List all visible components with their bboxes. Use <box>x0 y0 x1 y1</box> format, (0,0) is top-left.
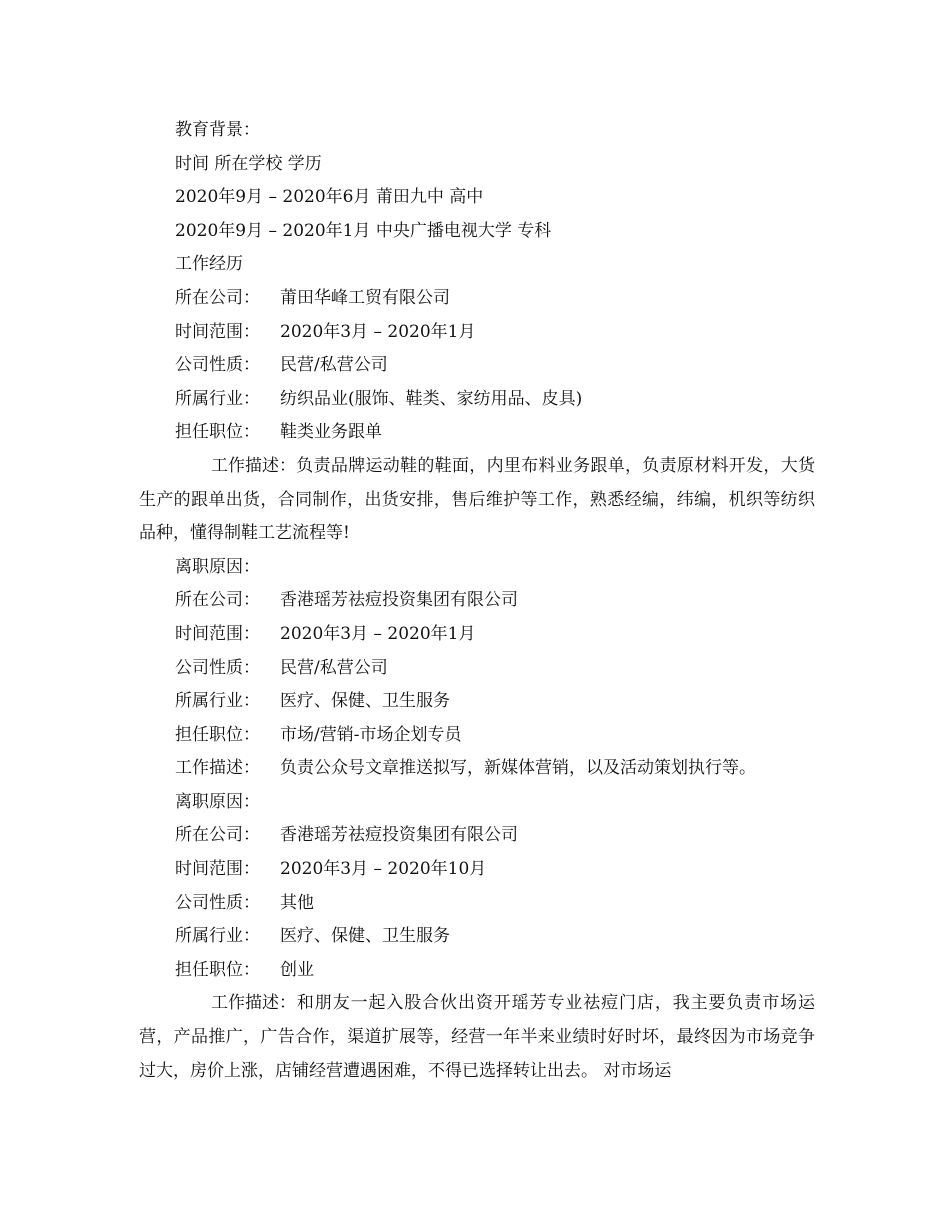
job-position <box>139 954 815 988</box>
job-description <box>139 987 815 1088</box>
field-value: 2020年3月 – 2020年1月 <box>280 623 476 644</box>
field-value: 2020年3月 – 2020年1月 <box>280 321 476 342</box>
field-value: 创业 <box>280 959 314 980</box>
field-label: 担任职位： <box>175 724 260 745</box>
field-label: 所在公司： <box>175 825 260 846</box>
field-label: 公司性质： <box>175 355 260 376</box>
job-period <box>139 618 815 652</box>
job-position <box>139 719 815 753</box>
job-industry <box>139 920 815 954</box>
job-company <box>139 819 815 853</box>
field-label: 所在公司： <box>175 590 260 611</box>
field-label: 公司性质： <box>175 892 260 913</box>
job-period <box>139 316 815 350</box>
field-label: 公司性质： <box>175 657 260 678</box>
field-value: 市场/营销-市场企划专员 <box>280 724 462 745</box>
education-row: 2020年9月 – 2020年1月 中央广播电视大学 专科 <box>175 220 552 241</box>
field-value: 香港瑶芳祛痘投资集团有限公司 <box>280 590 518 611</box>
field-value: 香港瑶芳祛痘投资集团有限公司 <box>280 825 518 846</box>
field-label: 担任职位： <box>175 422 260 443</box>
education-heading: 教育背景： <box>175 120 260 140</box>
job-industry <box>139 685 815 719</box>
job-nature <box>139 349 815 383</box>
field-label: 所在公司： <box>175 287 260 308</box>
job-industry <box>139 383 815 417</box>
field-value: 医疗、保健、卫生服务 <box>280 926 450 947</box>
field-value: 2020年3月 – 2020年10月 <box>280 859 487 880</box>
job-company <box>139 282 815 316</box>
work-heading: 工作经历 <box>175 254 243 275</box>
field-value: 负责公众号文章推送拟写，新媒体营销，以及活动策划执行等。 <box>280 758 756 779</box>
field-value: 莆田华峰工贸有限公司 <box>280 287 450 308</box>
field-value: 纺织品业(服饰、鞋类、家纺用品、皮具) <box>280 388 583 409</box>
job-nature <box>139 887 815 921</box>
field-value: 民营/私营公司 <box>280 657 388 678</box>
job-period <box>139 853 815 887</box>
job-company <box>139 584 815 618</box>
job-nature <box>139 652 815 686</box>
field-label: 所属行业： <box>175 691 260 712</box>
field-label: 工作描述： <box>211 993 296 1014</box>
field-value: 负责品牌运动鞋的鞋面，内里布料业务跟单，负责原材料开发，大货生产的跟单出货，合同制作，出货安排，售后维护等工作，熟悉经编，纬编，机织等纺织品种，懂得制鞋工艺流程等! <box>139 455 815 544</box>
education-columns: 时间 所在学校 学历 <box>175 153 322 174</box>
job-position <box>139 416 815 450</box>
resume-content <box>139 114 815 1088</box>
field-value: 和朋友一起入股合伙出资开瑶芳专业祛痘门店，我主要负责市场运营，产品推广，广告合作，渠道扩展等，经营一年半来业绩时好时坏，最终因为市场竞争过大，房价上涨，店铺经营遭遇困难，不得已选择转让出去。 对市场运 <box>139 993 815 1081</box>
field-value: 其他 <box>280 892 314 913</box>
field-label: 工作描述： <box>175 758 260 779</box>
education-row: 2020年9月 – 2020年6月 莆田九中 高中 <box>175 187 484 208</box>
field-label: 工作描述： <box>211 455 296 476</box>
field-label: 时间范围： <box>175 859 260 880</box>
field-label: 所属行业： <box>175 926 260 947</box>
field-value: 医疗、保健、卫生服务 <box>280 691 450 712</box>
job-description <box>139 450 815 551</box>
field-label: 担任职位： <box>175 959 260 980</box>
job-leave-reason: 离职原因： <box>175 556 260 577</box>
job-description <box>139 752 815 786</box>
field-label: 所属行业： <box>175 388 260 409</box>
field-label: 时间范围： <box>175 321 260 342</box>
job-leave-reason: 离职原因： <box>175 791 260 812</box>
field-value: 民营/私营公司 <box>280 355 388 376</box>
field-label: 时间范围： <box>175 623 260 644</box>
field-value: 鞋类业务跟单 <box>280 422 382 443</box>
